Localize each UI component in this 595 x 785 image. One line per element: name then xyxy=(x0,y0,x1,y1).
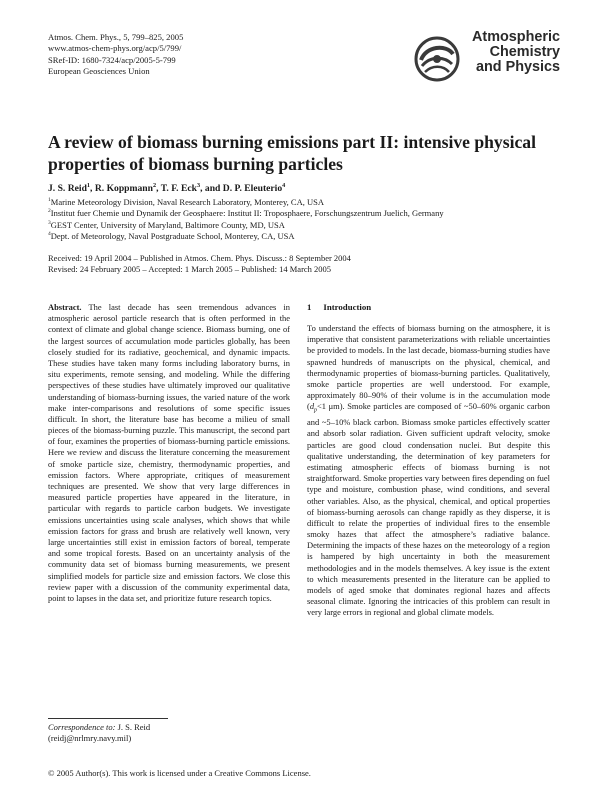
section-number: 1 xyxy=(307,302,312,312)
abstract-label: Abstract. xyxy=(48,302,82,312)
intro-text-a: To understand the effects of biomass burning on the atmosphere, it is imperative that consistent parameterizations with reliable uncertainties be provided to models. In the last decade, biomass-burning studies have spawned hundreds of manuscripts on the physical, chemical, and thermodynamic properties of biomass-burning particles. Qualitatively, smoke particle properties are well understood. For example, approximately 80–90% of their volume is in the accumulation mode ( xyxy=(307,323,550,412)
dp-symbol: d xyxy=(309,401,315,412)
affiliation-item xyxy=(48,208,444,219)
author-name: T. F. Eck xyxy=(160,183,197,194)
revised-line: Revised: 24 February 2005 – Accepted: 1 March 2005 – Published: 14 March 2005 xyxy=(48,264,332,275)
affiliation-text: GEST Center, University of Maryland, Baltimore County, MD, USA xyxy=(50,219,285,230)
correspondence-email[interactable]: (reidj@nrlmry.navy.mil) xyxy=(48,733,132,744)
affiliation-item xyxy=(48,197,444,208)
paper-title: A review of biomass burning emissions part II: intensive physical properties of biomass burning particles xyxy=(48,132,536,174)
logo-wordmark xyxy=(472,30,560,75)
author-separator: , and xyxy=(200,183,223,194)
affiliation-item xyxy=(48,220,444,231)
egu-swirl-logo-icon xyxy=(412,34,462,89)
affiliation-sup: 3 xyxy=(48,219,51,226)
introduction-body xyxy=(307,323,550,619)
affiliation-sup: 4 xyxy=(48,231,51,238)
affiliation-item xyxy=(48,231,444,242)
affiliation-text: Marine Meteorology Division, Naval Research Laboratory, Monterey, CA, USA xyxy=(50,197,324,207)
affiliation-sup: 1 xyxy=(48,197,51,204)
abstract-text: The last decade has seen tremendous advances in atmospheric aerosol particle research that is often performed in the context of climate and global change science. Biomass burning, one of the largest sources of accumulation mode particles globally, has been closely studied for its radiative, geochemical, and dynamic impacts. These studies have taken many forms including laboratory burns, in situ experiments, remote sensing, and modeling. While the differing perspectives of these studies have ultimately improved our qualitative understanding of biomass-burning issues, the varied nature of the work make inter-comparisons and resolutions of some specific issues difficult. In short, the literature base has become a milieu of small pieces of the biomass-burning puzzle. This manuscript, the second part of four, examines the properties of biomass-burning particle emissions. Here we review and discuss the literature concerning the measurement of smoke particle size, chemistry, thermodynamic properties, and emission factors. Where appropriate, critiques of measurement techniques are presented. We show that very large differences in measured particle properties have appeared in the literature, in particular with regards to particle carbon budgets. We investigate emissions uncertainties using scale analyses, which shows that while emission factors for grass and brush are relatively well known, very large uncertainties still exist in emission factors of boreal, temperate and some tropical forests. Based on an uncertainty analysis of the community data set of biomass burning measurements, we present simplified models for particle size and emission factors. We close this review paper with a discussion of the community experimental data, point to lapses in the data set, and prioritize future research topics. xyxy=(48,302,290,603)
logo-line-1: Atmospheric xyxy=(472,29,560,45)
affiliation-list xyxy=(48,197,444,243)
journal-citation: Atmos. Chem. Phys., 5, 799–825, 2005 xyxy=(48,32,184,42)
author-affil-sup: 3 xyxy=(196,181,201,189)
affiliation-text: Institut fuer Chemie und Dynamik der Geosphaere: Institut II: Troposphaere, Forschungszentrum Juelich, Germany xyxy=(50,208,444,219)
author-list xyxy=(48,183,285,194)
correspondence-label: Correspondence to: xyxy=(48,722,116,732)
logo-line-3: and Physics xyxy=(476,59,560,75)
correspondence-name: J. S. Reid xyxy=(117,722,151,732)
author-name: D. P. Eleuterio xyxy=(222,183,283,194)
publication-dates xyxy=(48,253,351,276)
journal-logo xyxy=(412,30,560,90)
author-affil-sup: 4 xyxy=(282,181,286,189)
dp-subscript: p xyxy=(314,408,317,414)
intro-text-b: ). Smoke particles are composed of ~50–60% organic carbon and ~5–10% black carbon. Biomass smoke particles effectively scatter and absorb solar radiation. Given sufficient updraft velocity, smoke particles are good cloud condensation nuclei. But despite this qualitative understanding, the determination of key parameters for estimating atmospheric effects of biomass burning is not straightforward. Smoke properties vary between fires depending on fuel type and moisture, combustion phase, wind conditions, and several other variables. Also, as the physical, chemical, and optical properties of biomass-burning aerosols can change rapidly as they disperse, it is difficult to relate the properties of individual fires to the ensemble smoky hazes that affect the atmosphere’s radiative balance. Determining the impacts of these hazes on the meteorology of a region is hampered by high uncertainty in both the measurement methodologies and in the models themselves. A key issue is the extent to which measurements presented in the literature can be applied to models of aged smoke that dominates regional hazes and affects seasonal climate. Ignoring the intricacies of this problem can result in very large errors in regional and global climate models. xyxy=(307,401,550,618)
author-separator: , xyxy=(156,183,161,194)
logo-line-2: Chemistry xyxy=(489,44,560,60)
publisher: European Geosciences Union xyxy=(48,66,150,77)
received-line: Received: 19 April 2004 – Published in Atmos. Chem. Phys. Discuss.: 8 September 2004 xyxy=(48,253,351,263)
author-name: J. S. Reid xyxy=(48,183,87,194)
affiliation-sup: 2 xyxy=(48,208,51,215)
affiliation-text: Dept. of Meteorology, Naval Postgraduate School, Monterey, CA, USA xyxy=(50,231,295,242)
journal-header xyxy=(48,32,183,78)
author-affil-sup: 2 xyxy=(152,181,157,189)
author-name: R. Koppmann xyxy=(94,183,153,194)
author-affil-sup: 1 xyxy=(86,181,91,189)
copyright-notice: © 2005 Author(s). This work is licensed under a Creative Commons License. xyxy=(48,768,311,778)
sref-id: SRef-ID: 1680-7324/acp/2005-5-799 xyxy=(48,54,176,65)
section-title: Introduction xyxy=(323,302,372,312)
dp-condition: <1 μm xyxy=(316,401,340,412)
correspondence xyxy=(48,722,150,745)
author-separator: , xyxy=(90,183,95,194)
section-heading-introduction xyxy=(307,302,371,312)
footnote-rule xyxy=(48,718,168,719)
journal-url[interactable]: www.atmos-chem-phys.org/acp/5/799/ xyxy=(48,43,182,54)
abstract xyxy=(48,302,290,604)
